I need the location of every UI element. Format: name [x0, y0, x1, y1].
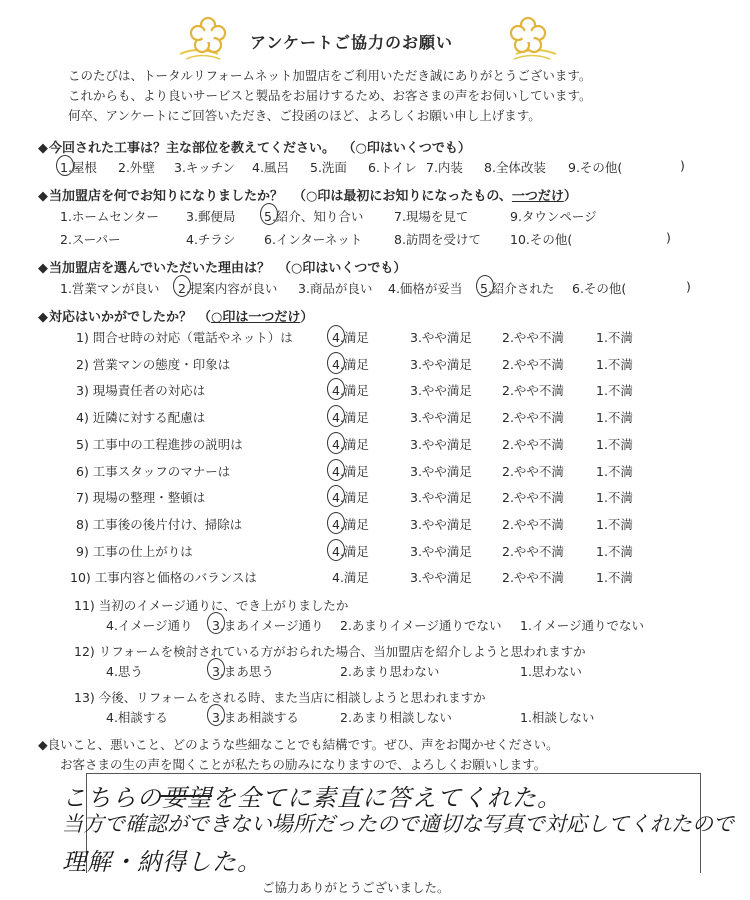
- rating-option: 4.満足: [332, 516, 369, 532]
- circle-mark: [327, 512, 345, 534]
- circle-mark: [476, 275, 494, 297]
- flower-icon: [178, 16, 238, 62]
- intro-line: これからも、より良いサービスと製品をお届けするため、お客さまの声をお伺いしています。: [68, 88, 592, 103]
- rating-option: 4.満足: [332, 410, 369, 426]
- rating-option: 1.不満: [596, 570, 633, 586]
- rating-option: 1.不満: [596, 463, 633, 479]
- option: 10.その他(: [510, 232, 573, 247]
- rating-option: 4.満足: [332, 436, 369, 452]
- handwritten-comment-line: こちらの要望を全てに素直に答えてくれた。: [62, 784, 562, 812]
- option: 2.外壁: [118, 160, 155, 175]
- rating-question: 3) 現場責任者の対応は: [76, 383, 206, 399]
- circle-mark: [173, 275, 191, 297]
- rating-option: 2.やや不満: [502, 570, 564, 586]
- handwritten-comment-line: 当方で確認ができない場所だったので適切な写真で対応してくれたので: [62, 812, 734, 836]
- option: 4.イメージ通り: [106, 618, 193, 633]
- section-heading-q2: ◆当加盟店を何でお知りになりましたか？ （○印は最初にお知りになったもの、一つだけ）: [38, 189, 577, 204]
- option: 4.風呂: [252, 160, 289, 175]
- footer-thanks: ご協力ありがとうございました。: [262, 880, 450, 895]
- q3-heading: 当加盟店を選んでいただいた理由は？: [49, 261, 271, 276]
- page-title: アンケートご協力のお願い: [250, 33, 454, 52]
- rating-option: 4.満足: [332, 543, 369, 559]
- option: 1.ホームセンター: [60, 209, 159, 224]
- rating-question: 7) 現場の整理・整頓は: [76, 490, 206, 506]
- rating-option: 3.やや満足: [410, 543, 472, 559]
- handwritten-comment-line: 理解・納得した。: [62, 848, 262, 876]
- rating-option: 4.満足: [332, 383, 369, 399]
- section-heading-q4: ◆対応はいかがでしたか？ （○印は一つだけ）: [38, 310, 314, 325]
- option: 3.キッチン: [174, 160, 236, 175]
- rating-question: 1) 問合せ時の対応（電話やネット）は: [76, 330, 293, 345]
- option: 3.まあイメージ通り: [212, 618, 324, 633]
- intro-line: このたびは、トータルリフォームネット加盟店をご利用いただき誠にありがとうございます。: [68, 68, 592, 83]
- q2-note-emphasis: 一つだけ: [511, 189, 564, 204]
- rating-option: 3.やや満足: [410, 570, 472, 586]
- comments-subtext: お客さまの生の声を聞くことが私たちの励みになりますので、よろしくお願いします。: [60, 757, 547, 772]
- rating-option: 3.やや満足: [410, 436, 472, 452]
- rating-option: 2.やや不満: [502, 410, 564, 426]
- option: 7.内装: [426, 160, 463, 175]
- option: 6.その他(: [572, 281, 627, 296]
- comments-heading-text: 良いこと、悪いこと、どのような些細なことでも結構です。ぜひ、声をお聞かせください。: [47, 737, 559, 752]
- rating-question: 2) 営業マンの態度・印象は: [76, 356, 231, 372]
- option: 3.まあ相談する: [212, 710, 299, 725]
- circle-mark: [327, 352, 345, 374]
- rating-option: 1.不満: [596, 516, 633, 532]
- rating-option: 2.やや不満: [502, 543, 564, 559]
- rating-question: 4) 近隣に対する配慮は: [76, 410, 206, 426]
- option: ): [680, 158, 685, 173]
- rating-question: 8) 工事後の後片付け、掃除は: [76, 516, 243, 532]
- q4-note: （: [198, 310, 212, 325]
- rating-option: 4.満足: [332, 490, 369, 506]
- circle-mark: [327, 432, 345, 454]
- circle-mark: [327, 459, 345, 481]
- circle-mark: [207, 658, 225, 680]
- q1-note: （○印はいくつでも）: [349, 141, 471, 156]
- rating-option: 1.不満: [596, 356, 633, 372]
- comments-heading: ◆良いこと、悪いこと、どのような些細なことでも結構です。ぜひ、声をお聞かせください。: [38, 737, 559, 752]
- rating-option: 3.やや満足: [410, 330, 472, 345]
- option: 2.提案内容が良い: [178, 281, 278, 296]
- rating-option: 4.満足: [332, 570, 369, 586]
- option: 1.相談しない: [520, 710, 595, 725]
- circle-mark: [327, 405, 345, 427]
- rating-option: 4.満足: [332, 330, 369, 345]
- rating-option: 2.やや不満: [502, 490, 564, 506]
- option: 2.スーパー: [60, 232, 121, 247]
- option: 3.郵便局: [186, 209, 236, 224]
- rating-option: 2.やや不満: [502, 436, 564, 452]
- option: 5.紹介された: [480, 281, 555, 296]
- circle-mark: [260, 203, 278, 225]
- question-12: 12) リフォームを検討されている方がおられた場合、当加盟店を紹介しようと思われますか: [74, 644, 586, 659]
- rating-question: 6) 工事スタッフのマナーは: [76, 463, 231, 479]
- rating-option: 4.満足: [332, 356, 369, 372]
- q4-note-emphasis: ○印は一つだけ: [211, 310, 301, 325]
- rating-option: 1.不満: [596, 543, 633, 559]
- option: 6.インターネット: [264, 232, 363, 247]
- option: 7.現場を見て: [394, 209, 469, 224]
- rating-option: 3.やや満足: [410, 356, 472, 372]
- option: 9.タウンページ: [510, 209, 597, 224]
- q4-note-end: ）: [300, 310, 314, 325]
- question-13: 13) 今後、リフォームをされる時、また当店に相談しようと思われますか: [74, 690, 486, 705]
- circle-mark: [327, 539, 345, 561]
- option: 8.訪問を受けて: [394, 232, 481, 247]
- option: 1.イメージ通りでない: [520, 618, 645, 633]
- strikethrough-mark: [160, 795, 212, 797]
- q1-heading: 今回された工事は？主な部位を教えてください。: [49, 141, 336, 156]
- rating-option: 3.やや満足: [410, 490, 472, 506]
- rating-option: 3.やや満足: [410, 410, 472, 426]
- q2-note: （○印は最初にお知りになったもの、: [293, 189, 512, 204]
- intro-line: 何卒、アンケートにご回答いただき、ご投函のほど、よろしくお願い申し上げます。: [68, 108, 541, 123]
- comment-box-top: [86, 773, 700, 774]
- option: 4.思う: [106, 664, 143, 679]
- option: 9.その他(: [568, 160, 623, 175]
- option: 2.あまりイメージ通りでない: [340, 618, 502, 633]
- option: 1.営業マンが良い: [60, 281, 160, 296]
- rating-option: 2.やや不満: [502, 330, 564, 345]
- rating-option: 2.やや不満: [502, 516, 564, 532]
- option: 1.思わない: [520, 664, 582, 679]
- option: 4.相談する: [106, 710, 168, 725]
- circle-mark: [327, 325, 345, 347]
- option: 3.商品が良い: [298, 281, 373, 296]
- option: 4.チラシ: [186, 232, 236, 247]
- option: 4.価格が妥当: [388, 281, 463, 296]
- rating-option: 3.やや満足: [410, 463, 472, 479]
- rating-option: 1.不満: [596, 410, 633, 426]
- option: 6.トイレ: [368, 160, 417, 175]
- q4-heading: 対応はいかがでしたか？: [49, 310, 193, 325]
- rating-question: 9) 工事の仕上がりは: [76, 543, 193, 559]
- q3-note: （○印はいくつでも）: [278, 261, 407, 276]
- rating-option: 1.不満: [596, 330, 633, 345]
- rating-option: 2.やや不満: [502, 463, 564, 479]
- circle-mark: [56, 155, 74, 176]
- rating-question: 10) 工事内容と価格のバランスは: [70, 570, 257, 586]
- option: ): [666, 230, 671, 245]
- option: 8.全体改装: [484, 160, 546, 175]
- q2-note-end: ）: [563, 189, 577, 204]
- option: 2.あまり相談しない: [340, 710, 452, 725]
- section-heading-q1: ◆今回された工事は？主な部位を教えてください。 （○印はいくつでも）: [38, 141, 471, 156]
- rating-question: 5) 工事中の工程進捗の説明は: [76, 436, 243, 452]
- rating-option: 4.満足: [332, 463, 369, 479]
- rating-option: 3.やや満足: [410, 383, 472, 399]
- rating-option: 1.不満: [596, 490, 633, 506]
- circle-mark: [207, 612, 225, 634]
- section-heading-q3: ◆当加盟店を選んでいただいた理由は？ （○印はいくつでも）: [38, 261, 407, 276]
- option: 3.まあ思う: [212, 664, 274, 679]
- option: 5.洗面: [310, 160, 347, 175]
- flower-icon: [498, 16, 558, 62]
- rating-option: 1.不満: [596, 383, 633, 399]
- rating-option: 2.やや不満: [502, 383, 564, 399]
- option: 2.あまり思わない: [340, 664, 440, 679]
- option: 1.屋根: [60, 160, 97, 175]
- rating-option: 2.やや不満: [502, 356, 564, 372]
- option: ): [686, 279, 691, 294]
- q2-heading: 当加盟店を何でお知りになりましたか？: [49, 189, 284, 204]
- option: 5.紹介、知り合い: [264, 209, 364, 224]
- question-11: 11) 当初のイメージ通りに、でき上がりましたか: [74, 598, 349, 613]
- rating-option: 3.やや満足: [410, 516, 472, 532]
- rating-option: 1.不満: [596, 436, 633, 452]
- circle-mark: [207, 704, 225, 726]
